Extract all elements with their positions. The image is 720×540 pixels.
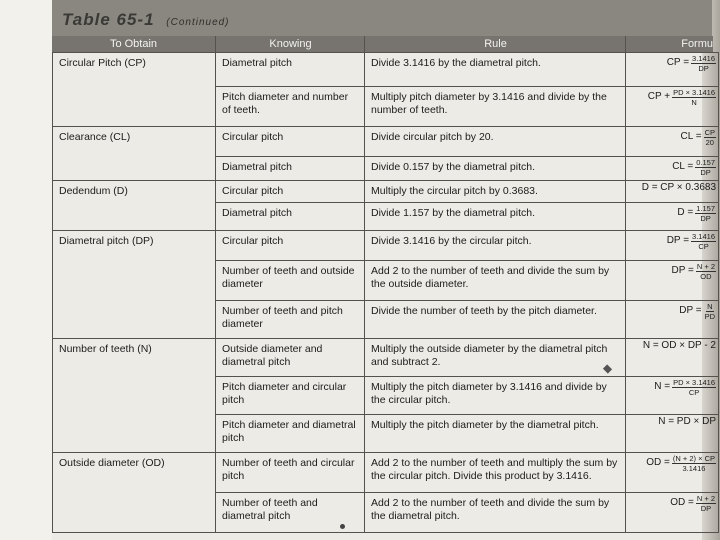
- table-row: [53, 377, 719, 415]
- cell-knowing: Pitch diameter and circular pitch: [216, 377, 365, 415]
- table-row: [53, 157, 719, 181]
- cell-to-obtain: [53, 301, 216, 339]
- fraction-denominator: DP: [700, 168, 711, 177]
- table-row: [53, 453, 719, 493]
- cell-to-obtain: [53, 261, 216, 301]
- formula: [628, 182, 716, 195]
- formula-lhs: CL =: [680, 131, 702, 143]
- formula-lhs: D = CP × 0.3683: [641, 182, 716, 193]
- fraction-numerator: 3.1416: [692, 232, 715, 241]
- formula-lhs: OD =: [646, 457, 670, 469]
- table-row: [53, 415, 719, 453]
- formula-fraction: [672, 88, 716, 107]
- table-row: [53, 231, 719, 261]
- cell-rule: Add 2 to the number of teeth and divide the sum by the diametral pitch.: [365, 493, 626, 533]
- cell-to-obtain: Circular Pitch (CP): [53, 53, 216, 87]
- fraction-denominator: N: [691, 98, 697, 107]
- cell-formula: [626, 53, 719, 87]
- cell-knowing: Pitch diameter and diametral pitch: [216, 415, 365, 453]
- page-margin: [0, 0, 52, 540]
- fraction-numerator: N + 2: [696, 494, 715, 503]
- cell-knowing: Circular pitch: [216, 181, 365, 203]
- table-row: [53, 301, 719, 339]
- fraction-numerator: N + 2: [696, 262, 715, 271]
- table-row: [53, 181, 719, 203]
- cell-knowing: Diametral pitch: [216, 157, 365, 181]
- fraction-denominator: CP: [698, 242, 709, 251]
- cell-rule: Divide 0.157 by the diametral pitch.: [365, 157, 626, 181]
- fraction-denominator: CP: [688, 388, 700, 397]
- formula-lhs: CP +: [647, 91, 671, 103]
- formula: [628, 232, 716, 251]
- fraction-numerator: N: [707, 302, 713, 311]
- cell-formula: [626, 203, 719, 231]
- cell-to-obtain: Number of teeth (N): [53, 339, 216, 377]
- formula-lhs: OD =: [670, 497, 694, 509]
- cell-formula: [626, 127, 719, 157]
- cell-rule: Multiply the pitch diameter by 3.1416 and divide by the circular pitch.: [365, 377, 626, 415]
- formula: [628, 128, 716, 147]
- header-rule: Rule: [364, 36, 626, 52]
- formula: [628, 262, 716, 281]
- cell-to-obtain: [53, 415, 216, 453]
- fraction-numerator: PD × 3.1416: [673, 378, 715, 387]
- formula-fraction: [691, 54, 716, 73]
- cell-formula: [626, 415, 719, 453]
- table-row: [53, 339, 719, 377]
- header-formula: Formu: [625, 36, 713, 52]
- formula-fraction: [695, 158, 716, 177]
- fraction-numerator: PD × 3.1416: [673, 88, 715, 97]
- formula-lhs: DP =: [666, 235, 690, 247]
- formula: [628, 416, 716, 429]
- formula-lhs: N = PD × DP: [658, 416, 716, 427]
- cell-formula: [626, 301, 719, 339]
- table-row: [53, 87, 719, 127]
- cell-rule: Multiply the pitch diameter by the diametral pitch.: [365, 415, 626, 453]
- cell-rule: Multiply the outside diameter by the diametral pitch and subtract 2.: [365, 339, 626, 377]
- cell-to-obtain: Outside diameter (OD): [53, 453, 216, 493]
- formula: [628, 494, 716, 513]
- formula: [628, 158, 716, 177]
- cell-knowing: Outside diameter and diametral pitch: [216, 339, 365, 377]
- formula-lhs: DP =: [671, 265, 694, 277]
- cell-rule: Add 2 to the number of teeth and multiply the sum by the circular pitch. Divide this product by 3.1416.: [365, 453, 626, 493]
- cell-knowing: Number of teeth and pitch diameter: [216, 301, 365, 339]
- table-caption: [62, 10, 230, 30]
- table-row: [53, 203, 719, 231]
- table-row: [53, 127, 719, 157]
- fraction-denominator: DP: [698, 64, 709, 73]
- cell-formula: [626, 493, 719, 533]
- formula: [628, 302, 716, 321]
- fraction-denominator: PD: [704, 312, 715, 321]
- table-row: [53, 261, 719, 301]
- cell-to-obtain: [53, 203, 216, 231]
- fraction-denominator: DP: [700, 214, 711, 223]
- cell-rule: Divide the number of teeth by the pitch diameter.: [365, 301, 626, 339]
- cell-knowing: Circular pitch: [216, 127, 365, 157]
- formula: [628, 54, 716, 73]
- cell-knowing: Diametral pitch: [216, 203, 365, 231]
- fraction-denominator: 3.1416: [682, 464, 706, 473]
- cell-to-obtain: [53, 87, 216, 127]
- cell-rule: Divide circular pitch by 20.: [365, 127, 626, 157]
- fraction-numerator: CP: [704, 128, 715, 137]
- cell-to-obtain: Dedendum (D): [53, 181, 216, 203]
- formula: [628, 378, 716, 397]
- formula-fraction: [695, 204, 716, 223]
- formula-lhs: D =: [677, 207, 694, 219]
- cell-formula: [626, 453, 719, 493]
- header-to-obtain: To Obtain: [52, 36, 215, 52]
- formula-lhs: DP =: [679, 305, 702, 317]
- header-knowing: Knowing: [215, 36, 365, 52]
- cell-formula: [626, 181, 719, 203]
- cell-to-obtain: [53, 377, 216, 415]
- cell-formula: [626, 231, 719, 261]
- cell-rule: Add 2 to the number of teeth and divide the sum by the outside diameter.: [365, 261, 626, 301]
- cell-rule: Divide 1.157 by the diametral pitch.: [365, 203, 626, 231]
- fraction-denominator: DP: [700, 504, 712, 513]
- cell-rule: Multiply the circular pitch by 0.3683.: [365, 181, 626, 203]
- formula-lhs: N =: [654, 381, 671, 393]
- cell-knowing: Number of teeth and outside diameter: [216, 261, 365, 301]
- formula: [628, 340, 716, 353]
- cell-formula: [626, 377, 719, 415]
- formula: [628, 88, 716, 107]
- cell-knowing: Circular pitch: [216, 231, 365, 261]
- fraction-denominator: 20: [705, 138, 714, 147]
- formula: [628, 204, 716, 223]
- table-row: [53, 53, 719, 87]
- formula-fraction: [704, 128, 716, 147]
- formula: [628, 454, 716, 473]
- formula-fraction: [696, 262, 716, 281]
- gear-formula-table: [52, 52, 719, 533]
- cell-knowing: Diametral pitch: [216, 53, 365, 87]
- cell-to-obtain: Clearance (CL): [53, 127, 216, 157]
- formula-fraction: [704, 302, 716, 321]
- formula-fraction: [696, 494, 716, 513]
- page-speck: [340, 524, 345, 529]
- cell-rule: Divide 3.1416 by the diametral pitch.: [365, 53, 626, 87]
- table-caption-subtitle: (Continued): [166, 17, 230, 28]
- fraction-numerator: 0.157: [696, 158, 715, 167]
- cell-formula: [626, 157, 719, 181]
- cell-formula: [626, 339, 719, 377]
- cell-rule: Divide 3.1416 by the circular pitch.: [365, 231, 626, 261]
- cell-to-obtain: [53, 157, 216, 181]
- cell-formula: [626, 261, 719, 301]
- fraction-denominator: OD: [700, 272, 712, 281]
- formula-fraction: [672, 454, 716, 473]
- cell-to-obtain: Diametral pitch (DP): [53, 231, 216, 261]
- formula-lhs: CL =: [672, 161, 694, 173]
- fraction-numerator: 1.157: [696, 204, 715, 213]
- formula-lhs: N = OD × DP - 2: [642, 340, 716, 351]
- cell-formula: [626, 87, 719, 127]
- table-row: [53, 493, 719, 533]
- cell-to-obtain: [53, 493, 216, 533]
- fraction-numerator: (N + 2) × CP: [672, 454, 715, 463]
- fraction-numerator: 3.1416: [692, 54, 715, 63]
- cell-knowing: Number of teeth and diametral pitch: [216, 493, 365, 533]
- formula-fraction: [691, 232, 716, 251]
- table-caption-title: Table 65-1: [62, 10, 155, 29]
- cell-rule: Multiply pitch diameter by 3.1416 and divide by the number of teeth.: [365, 87, 626, 127]
- cell-knowing: Number of teeth and circular pitch: [216, 453, 365, 493]
- cell-knowing: Pitch diameter and number of teeth.: [216, 87, 365, 127]
- formula-fraction: [672, 378, 716, 397]
- formula-lhs: CP =: [666, 57, 690, 69]
